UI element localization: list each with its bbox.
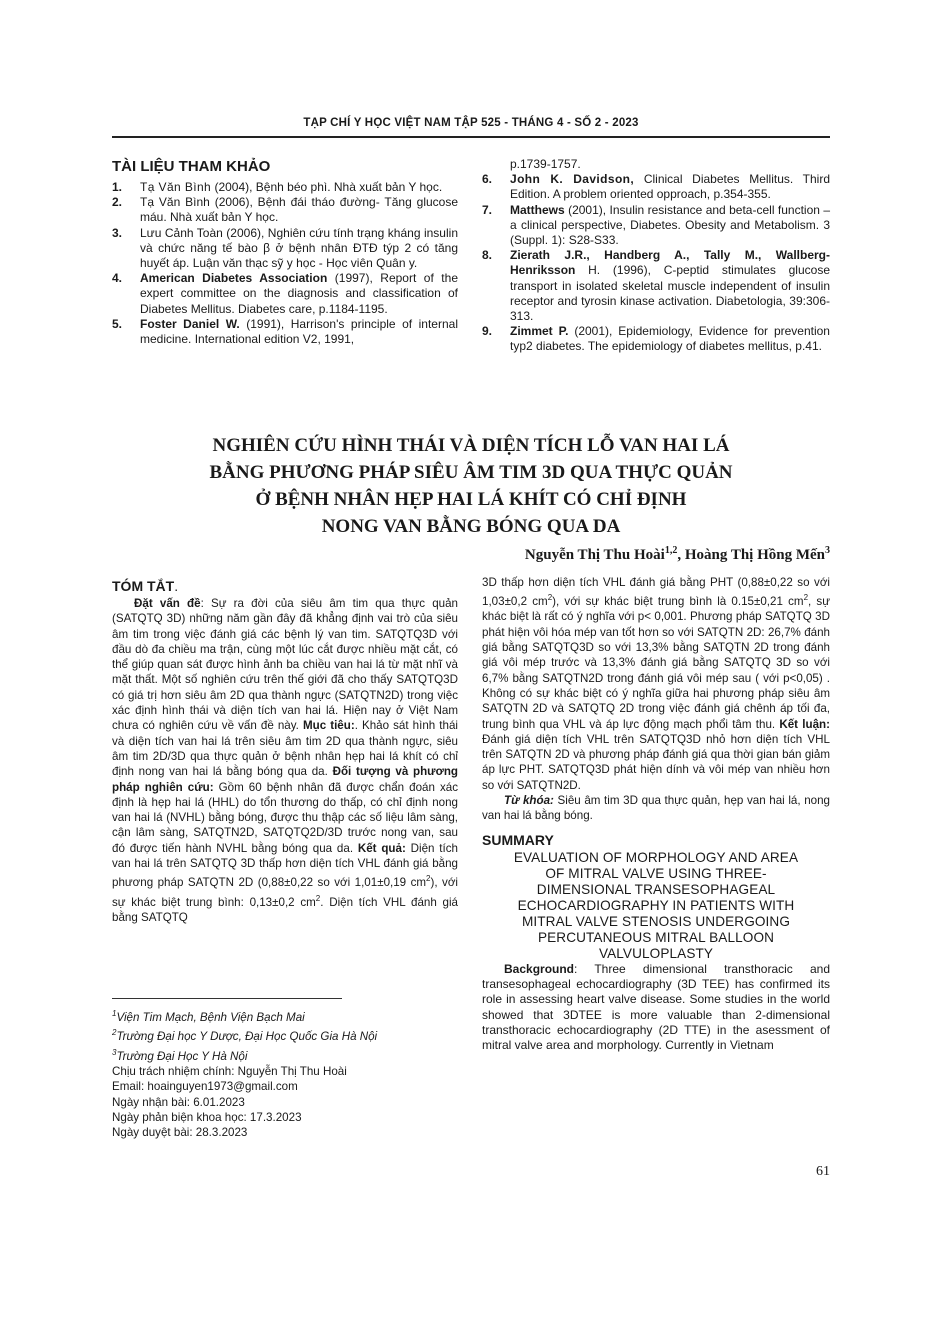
abstract-heading: TÓM TẮT. bbox=[112, 578, 179, 594]
title-line: Ở BỆNH NHÂN HẸP HAI LÁ KHÍT CÓ CHỈ ĐỊNH bbox=[255, 489, 687, 510]
summary-heading: SUMMARY bbox=[482, 831, 554, 848]
english-title: EVALUATION OF MORPHOLOGY AND AREA OF MITRAL VALVE USING THREE- DIMENSIONAL TRANSESOPHAGEAL ECHOCARDIOGRAPHY IN PATIENTS WITH MITRAL VALVE STENOSIS UNDERGOING PERCUTANEOUS MITRAL BALLOON VALVULOPLASTY bbox=[513, 849, 799, 961]
reference-item: 9. Zimmet P. (2001), Epidemiology, Evidence for prevention typ2 diabetes. The epidemiology of diabetes mellitus, p.41. bbox=[482, 324, 830, 354]
footnotes bbox=[112, 1006, 458, 1141]
reference-item: 7. Matthews (2001), Insulin resistance and beta-cell function – a clinical perspective, Diabetes. Obesity and Metabolism. 3 (Suppl. 1): S28-S33. bbox=[482, 202, 830, 248]
reference-item: 2. Tạ Văn Bình (2006), Bệnh đái tháo đường- Tăng glucose máu. Nhà xuất bản Y học. bbox=[112, 195, 459, 225]
journal-header: TẠP CHÍ Y HỌC VIỆT NAM TẬP 525 - THÁNG 4 - SỐ 2 - 2023 bbox=[303, 117, 639, 129]
abstract-continuation: 3D thấp hơn diện tích VHL đánh giá bằng PHT (0,88±0,22 so với 1,03±0,2 $cm^2$), với sự khác biệt trung bình là 0.15±0,21 $cm^2$, sự khác biệt là rất có ý nghĩa với p< 0,001. Phương pháp SATQTQ 3D phát hiện vôi hóa mép van tốt hơn so với SATQTN 2D: 26,7% đánh giá bằng SATQTQ3D so với 13,3% bằng SATQTN 2D trong đánh giá vôi mép trước và 13,3% đánh giá bằng SATQTQ 3D so với 6,7% bằng SATQTN2D trong đánh giá vôi mép sau ( với p<0,05) . Không có sự khác biệt có ý nghĩa giữa hai phương pháp siêu âm SATQTN 2D và SATQTQ 2D trong việc đánh giá chênh áp tối đa, trung bình qua VHL và áp lực động mạch phổi tâm thu. Kết luận: Đánh giá diện tích VHL trên SATQTQ3D nhỏ hơn diện tích VHL trên SATQTN 2D và phương pháp đánh giá qua thời gian bán giảm áp lực PHT. SATQTQ3D phát hiện dính và vôi mép van nhiều hơn so với SATQTN2D. bbox=[482, 576, 830, 792]
title-line: BẰNG PHƯƠNG PHÁP SIÊU ÂM TIM 3D QUA THỰC QUẢN bbox=[209, 462, 733, 483]
abstract-vietnamese bbox=[112, 578, 458, 925]
references-column-right bbox=[482, 157, 830, 355]
abstract-body-left: Đặt vấn đề: Sự ra đời của siêu âm tim qua thực quản (SATQTQ 3D) những năm gần đây đã khẳng định vai trò của siêu âm tim trong việc đánh giá các bệnh lý van tim. SATQTQ3D với đầu dò đa chiều ma trận, cùng một lúc cắt được nhiều mặt cắt, có thể giúp quan sát được hình ảnh ba chiều van hai lá từ mặt nhĩ và mặt thất. Một số nghiên cứu trên thế giới đã cho thấy SATQTQ3D có giá trị hơn siêu âm 2D qua thành ngực (SATQTN2D) trong việc xác định hình thái và diện tích van hai lá. Hiện nay ở Việt Nam chưa có nghiên cứu về vấn đề này. Mục tiêu:. Khảo sát hình thái và diện tích van hai lá trên siêu âm tim 2D qua thành ngực, siêu âm tim 2D/3D qua thực quản ở bệnh nhân hẹp hai lá khít có chỉ định nong van hai lá bằng bóng qua da. Đối tượng và phương pháp nghiên cứu: Gồm 60 bệnh nhân đã được chẩn đoán xác định là hẹp hai lá (HHL) do tổn thương do thấp, có chỉ định nong van hai lá (NVHL) bằng bóng, được thu thập các số liệu lâm sàng, cận lâm sàng, SATQTN2D, SATQTQ2D/3D trước nong van, sau đó được tiến hành NVHL bằng bóng qua da. Kết quả: Diện tích van hai lá trên SATQTQ 3D thấp hơn diện tích VHL đánh giá bằng phương pháp SATQTN 2D (0,88±0,22 so với 1,01±0,19 $cm^2$), với sự khác biệt trung bình: 0,13±0,2 $cm^2$. Diện tích VHL đánh giá bằng SATQTQ bbox=[112, 597, 459, 924]
affiliation: $^3$Trường Đại Học Y Hà Nội bbox=[112, 1047, 248, 1063]
received-date: Ngày nhận bài: 6.01.2023 bbox=[112, 1095, 245, 1109]
references-heading: TÀI LIỆU THAM KHẢO bbox=[112, 158, 271, 175]
affiliation: $^2$Trường Đại học Y Dược, Đại Học Quốc Gia Hà Nội bbox=[112, 1028, 378, 1044]
keywords: Từ khóa: Siêu âm tim 3D qua thực quản, hẹp van hai lá, nong van hai lá bằng bóng. bbox=[482, 794, 831, 823]
author-name: Nguyễn Thị Thu Hoài bbox=[524, 547, 665, 563]
page-number: 61 bbox=[816, 1164, 830, 1179]
author-name: Hoàng Thị Hồng Mến bbox=[684, 547, 825, 563]
header-rule bbox=[112, 136, 830, 138]
footnote-divider bbox=[112, 998, 342, 999]
reference-item: 4. American Diabetes Association (1997), Report of the expert committee on the diagnosis and classification of Diabetes Mellitus. Diabetes care, p.1184-1195. bbox=[112, 271, 458, 316]
reference-item: 5. Foster Daniel W. (1991), Harrison's principle of internal medicine. International edition V2, 1991, bbox=[112, 316, 458, 347]
reference-continuation: p.1739-1757. bbox=[510, 157, 581, 171]
affiliation: $^1$Viện Tim Mạch, Bệnh Viện Bạch Mai bbox=[112, 1009, 305, 1024]
author-line: Nguyễn Thị Thu Hoài$^{1,2}$, Hoàng Thị Hồng Mến$^3$ bbox=[524, 545, 830, 563]
article-title bbox=[130, 432, 812, 540]
reference-item: 8. Zierath J.R., Handberg A., Tally M., Wallberg- Henriksson H. (1996), C-peptid stimulates glucose transport in isolated skeletal muscle independent of insulin receptor and tyrosin kinase activation. Diabetologia, 39:306-313. bbox=[482, 248, 830, 324]
abstract-right-column bbox=[482, 575, 830, 1053]
title-line: NONG VAN BẰNG BÓNG QUA DA bbox=[321, 516, 621, 537]
title-line: NGHIÊN CỨU HÌNH THÁI VÀ DIỆN TÍCH LỖ VAN HAI LÁ bbox=[212, 435, 730, 456]
email: Email: hoainguyen1973@gmail.com bbox=[112, 1080, 298, 1094]
english-abstract: Background: Three dimensional transthoracic and transesophageal echocardiography (3D TEE) has confirmed its role in assessing heart valve disease. Some studies in the world showed that 3DTEE is more valuable than 2-dimensional transthoracic echocardiography (2D TTE) in the asessment of mitral valve area and morphology. Currently in Vietnam bbox=[482, 961, 830, 1053]
accepted-date: Ngày duyệt bài: 28.3.2023 bbox=[112, 1126, 248, 1140]
reference-item: 1. Tạ Văn Bình (2004), Bệnh béo phì. Nhà xuất bản Y học. bbox=[112, 180, 443, 194]
corresponding-author: Chịu trách nhiệm chính: Nguyễn Thị Thu Hoài bbox=[112, 1064, 347, 1078]
review-date: Ngày phản biện khoa học: 17.3.2023 bbox=[112, 1111, 302, 1125]
reference-item: 6. John K. Davidson, Clinical Diabetes Mellitus. Third Edition. A problem oriented opproach, p.354-355. bbox=[482, 172, 830, 202]
reference-item: 3. Lưu Cảnh Toàn (2006), Nghiên cứu tính trạng kháng insulin và chức năng tế bào β ở bệnh nhân ĐTĐ týp 2 có tăng huyết áp. Luận văn thạc sỹ y học - Học viên Quân y. bbox=[112, 225, 458, 271]
references-column-left bbox=[112, 180, 458, 347]
